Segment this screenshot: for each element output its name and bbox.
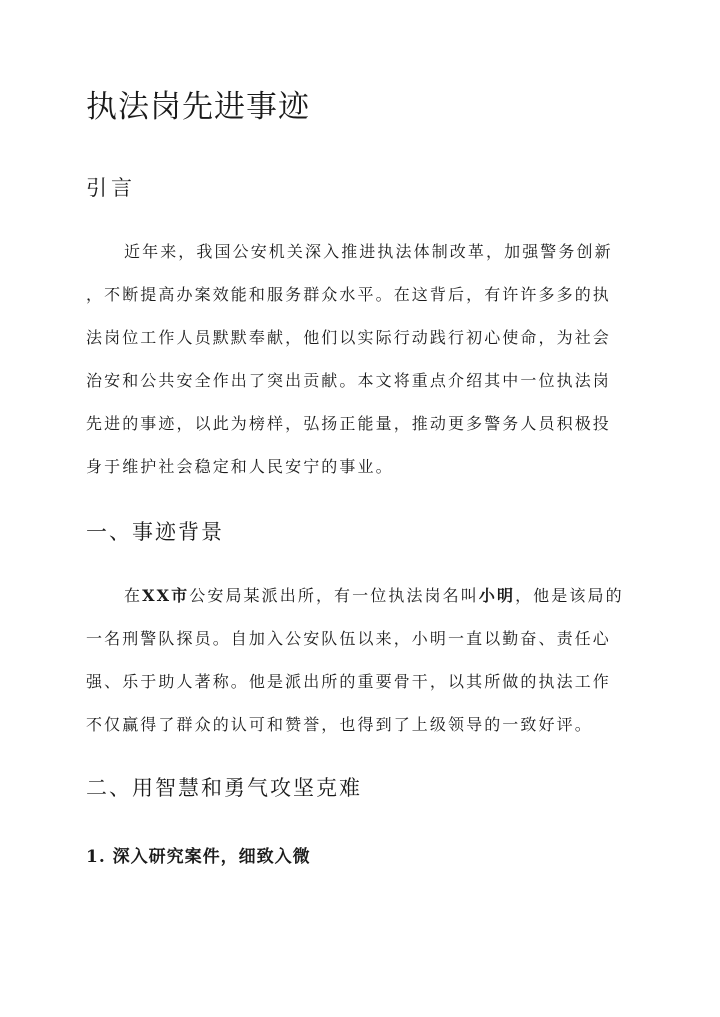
background-paragraph bbox=[86, 582, 646, 754]
paragraph-line: 法岗位工作人员默默奉献，他们以实际行动践行初心使命，为社会 bbox=[86, 328, 611, 347]
intro-heading: 引言 bbox=[86, 176, 136, 200]
person-name: 小明 bbox=[478, 586, 516, 605]
paragraph-line: 先进的事迹，以此为榜样，弘扬正能量，推动更多警务人员积极投 bbox=[86, 414, 611, 433]
section-heading-overcoming: 二、用智慧和勇气攻坚克难 bbox=[86, 776, 362, 800]
paragraph-line: 强、乐于助人著称。他是派出所的重要骨干，以其所做的执法工作 bbox=[86, 672, 611, 691]
paragraph-line: 身于维护社会稳定和人民安宁的事业。 bbox=[86, 457, 394, 476]
paragraph-line bbox=[86, 582, 646, 625]
intro-paragraph bbox=[86, 238, 646, 496]
line-text: 公安局某派出所，有一位执法岗名叫 bbox=[189, 586, 479, 605]
line-text: 在 bbox=[124, 586, 143, 605]
paragraph-line: ，不断提高办案效能和服务群众水平。在这背后，有许许多多的执 bbox=[86, 285, 611, 304]
subsection-heading: 1. 深入研究案件，细致入微 bbox=[86, 847, 311, 867]
paragraph-line: 不仅赢得了群众的认可和赞誉，也得到了上级领导的一致好评。 bbox=[86, 715, 593, 734]
paragraph-line: 近年来，我国公安机关深入推进执法体制改革，加强警务创新 bbox=[124, 242, 613, 261]
line-text: ，他是该局的 bbox=[515, 586, 624, 605]
city-name: XX市 bbox=[142, 586, 190, 605]
section-heading-background: 一、事迹背景 bbox=[86, 520, 224, 544]
paragraph-line: 一名刑警队探员。自加入公安队伍以来，小明一直以勤奋、责任心 bbox=[86, 629, 611, 648]
document-title: 执法岗先进事迹 bbox=[86, 89, 310, 125]
paragraph-line: 治安和公共安全作出了突出贡献。本文将重点介绍其中一位执法岗 bbox=[86, 371, 611, 390]
